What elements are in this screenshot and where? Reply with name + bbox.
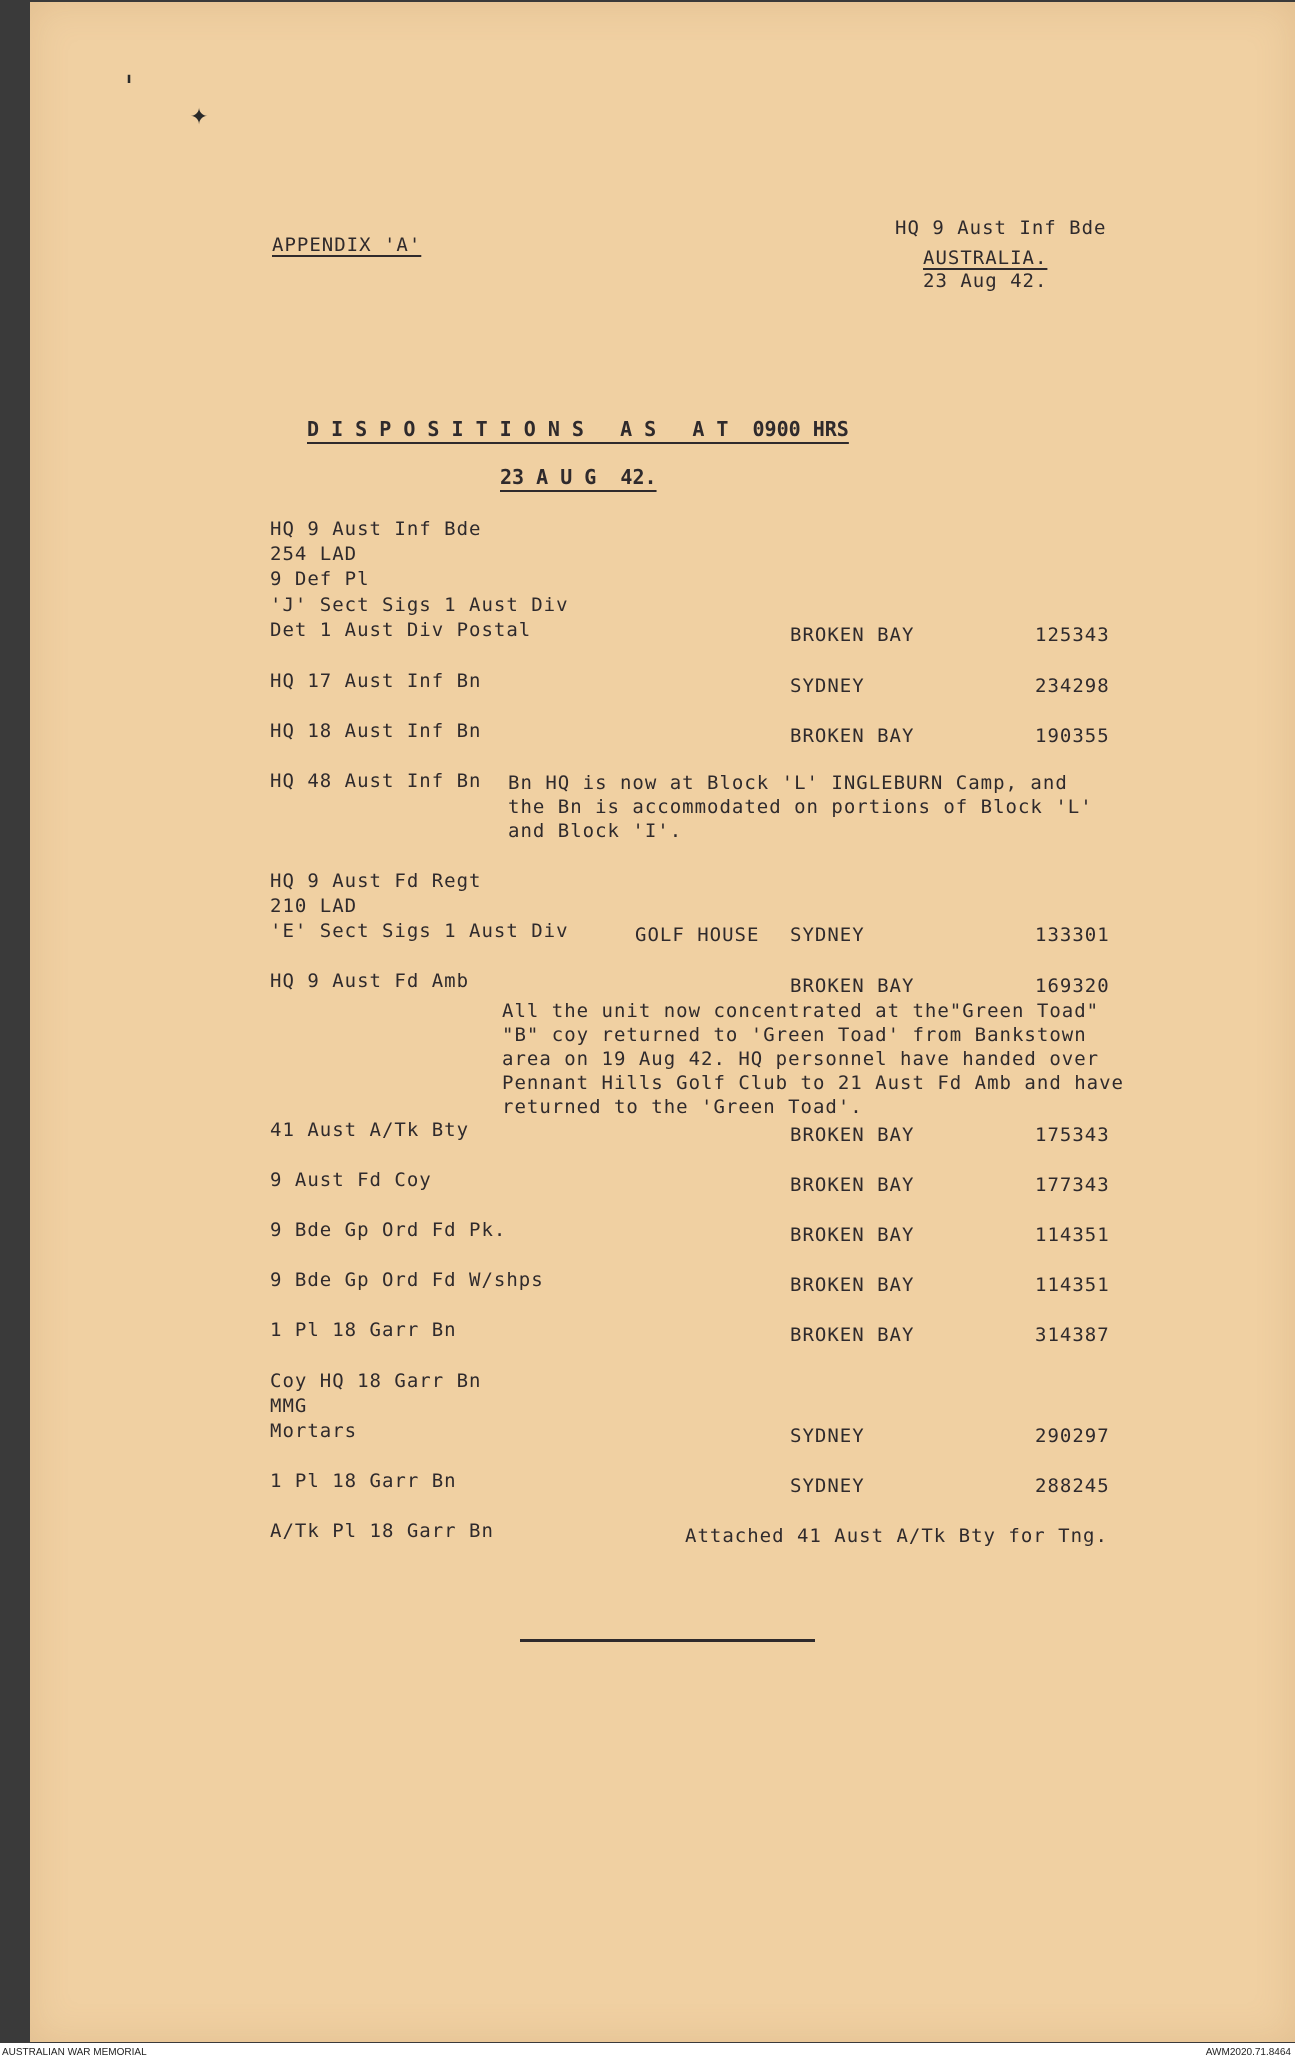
unit-name: HQ 9 Aust Fd Amb [270, 970, 470, 992]
grid-reference: 114351 [1035, 1274, 1110, 1296]
grid-reference: 290297 [1035, 1425, 1110, 1447]
page-subtitle-date: 23 A U G 42. [500, 465, 657, 489]
remark-line: Pennant Hills Golf Club to 21 Aust Fd Amb and have [502, 1072, 1124, 1094]
unit-name: Det 1 Aust Div Postal [270, 619, 532, 641]
grid-reference: 169320 [1035, 975, 1110, 997]
unit-name: 'E' Sect Sigs 1 Aust Div [270, 920, 569, 942]
location: BROKEN BAY [790, 1224, 915, 1246]
location: BROKEN BAY [790, 1174, 915, 1196]
grid-reference: 190355 [1035, 725, 1110, 747]
grid-reference: 234298 [1035, 675, 1110, 697]
remark-line: All the unit now concentrated at the"Green Toad" [502, 1000, 1100, 1022]
remark-line: area on 19 Aug 42. HQ personnel have handed over [502, 1048, 1100, 1070]
location: SYDNEY [790, 675, 865, 697]
location: BROKEN BAY [790, 975, 915, 997]
location: SYDNEY [790, 1475, 865, 1497]
grid-reference: 114351 [1035, 1224, 1110, 1246]
location: BROKEN BAY [790, 1274, 915, 1296]
grid-reference: 314387 [1035, 1324, 1110, 1346]
location: SYDNEY [790, 924, 865, 946]
unit-name: 254 LAD [270, 543, 358, 565]
unit-name: 9 Bde Gp Ord Fd Pk. [270, 1219, 507, 1241]
location: BROKEN BAY [790, 725, 915, 747]
staple-hole-mark: ✦ [190, 97, 209, 132]
unit-name: HQ 18 Aust Inf Bn [270, 720, 482, 742]
unit-name: 1 Pl 18 Garr Bn [270, 1319, 457, 1341]
unit-name: Mortars [270, 1420, 358, 1442]
remark-line: and Block 'I'. [508, 820, 683, 842]
pin-hole-mark: ' [120, 70, 139, 105]
remark-line: Attached 41 Aust A/Tk Bty for Tng. [685, 1525, 1108, 1547]
unit-name: 41 Aust A/Tk Bty [270, 1119, 470, 1141]
unit-name: 1 Pl 18 Garr Bn [270, 1470, 457, 1492]
grid-reference: 125343 [1035, 624, 1110, 646]
unit-name: HQ 9 Aust Inf Bde [270, 518, 482, 540]
document-date: 23 Aug 42. [923, 270, 1048, 292]
remark-line: Bn HQ is now at Block 'L' INGLEBURN Camp, and [508, 772, 1068, 794]
unit-name: 210 LAD [270, 895, 358, 917]
unit-name: HQ 48 Aust Inf Bn [270, 770, 482, 792]
location: BROKEN BAY [790, 1324, 915, 1346]
unit-name: 9 Aust Fd Coy [270, 1169, 432, 1191]
unit-name: MMG [270, 1395, 308, 1417]
unit-name: 9 Bde Gp Ord Fd W/shps [270, 1269, 544, 1291]
country: AUSTRALIA. [923, 247, 1048, 269]
document-page [30, 2, 1295, 2042]
unit-name: 'J' Sect Sigs 1 Aust Div [270, 594, 569, 616]
remark-line: the Bn is accommodated on portions of Block 'L' [508, 796, 1093, 818]
grid-reference: 175343 [1035, 1124, 1110, 1146]
page-title: D I S P O S I T I O N S A S A T 0900 HRS [307, 417, 849, 441]
grid-reference: 133301 [1035, 924, 1110, 946]
grid-reference: 177343 [1035, 1174, 1110, 1196]
archive-reference: AWM2020.71.8464 [1205, 2047, 1291, 2058]
grid-reference: 288245 [1035, 1475, 1110, 1497]
unit-name: A/Tk Pl 18 Garr Bn [270, 1520, 494, 1542]
archive-footer [0, 2043, 1295, 2061]
archive-name: AUSTRALIAN WAR MEMORIAL [2, 2047, 147, 2058]
unit-name: 9 Def Pl [270, 568, 370, 590]
location: BROKEN BAY [790, 624, 915, 646]
remark-line: "B" coy returned to 'Green Toad' from Bankstown [502, 1024, 1087, 1046]
appendix-label: APPENDIX 'A' [272, 234, 422, 256]
remark-line: returned to the 'Green Toad'. [502, 1096, 863, 1118]
from-unit: HQ 9 Aust Inf Bde [895, 217, 1107, 239]
unit-name: HQ 17 Aust Inf Bn [270, 670, 482, 692]
place-name: GOLF HOUSE [635, 924, 760, 946]
unit-name: Coy HQ 18 Garr Bn [270, 1370, 482, 1392]
closing-rule [520, 1639, 815, 1642]
location: SYDNEY [790, 1425, 865, 1447]
unit-name: HQ 9 Aust Fd Regt [270, 870, 482, 892]
location: BROKEN BAY [790, 1124, 915, 1146]
